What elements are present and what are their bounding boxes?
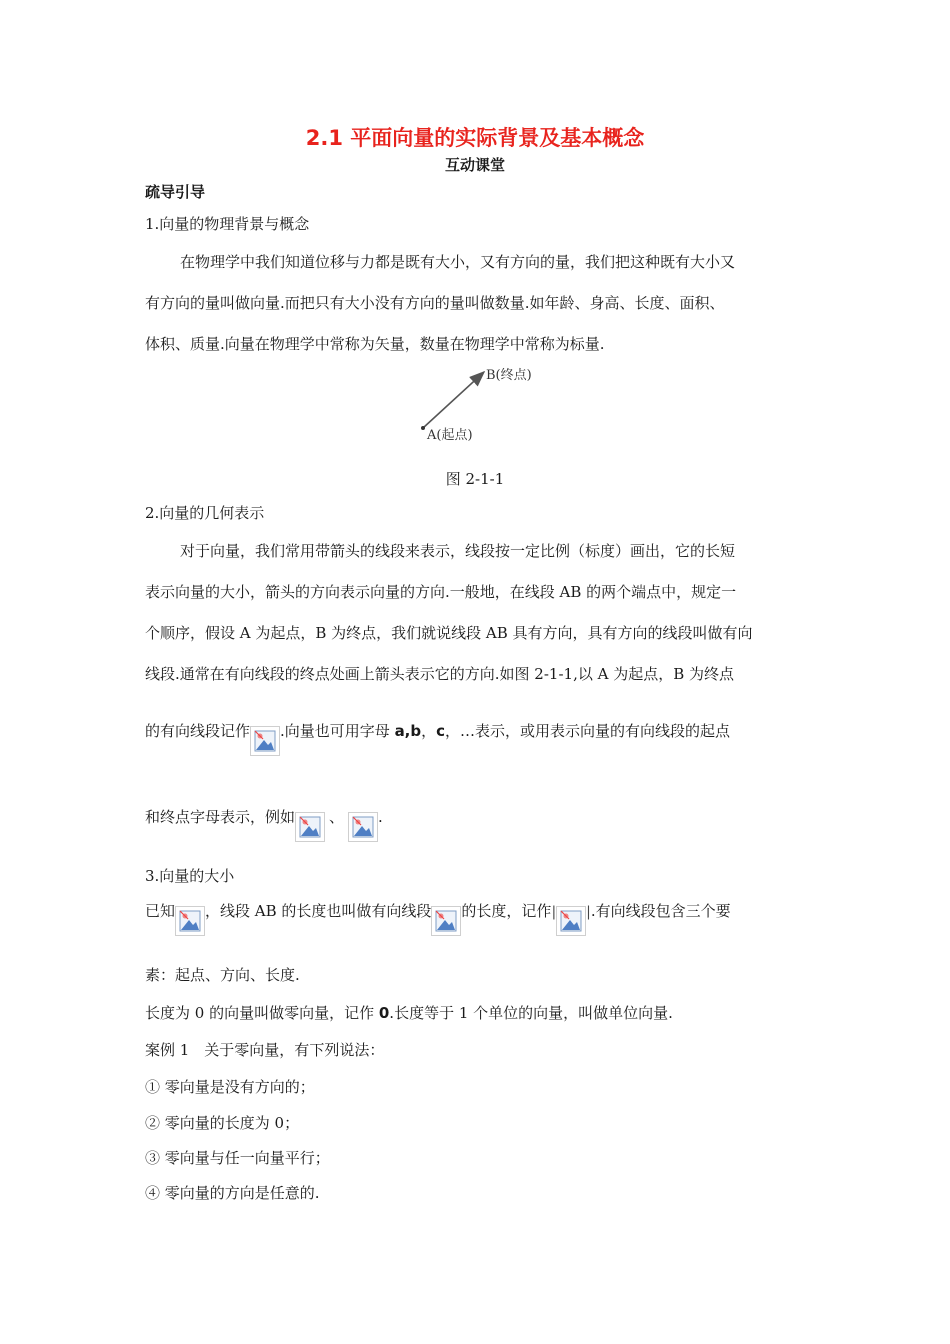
s1-line-2: 有方向的量叫做向量.而把只有大小没有方向的量叫做数量.如年龄、身高、长度、面积、 [145, 294, 725, 312]
section-heading: 疏导引导 [145, 183, 206, 201]
s3-line-1 [145, 900, 731, 936]
letters-ab: a,b [394, 722, 422, 740]
s3-line-1-text-d: .有向线段包含三个要 [590, 902, 731, 920]
broken-image-icon [560, 910, 582, 932]
list-item: ③ 零向量与任一向量平行； [145, 1149, 330, 1167]
s2-line-3: 个顺序，假设 A 为起点，B 为终点，我们就说线段 AB 具有方向，具有方向的线段叫做有向 [145, 624, 753, 642]
vector-example-image-1 [295, 812, 325, 842]
s2-line-1: 对于向量，我们常用带箭头的线段来表示，线段按一定比例（标度）画出，它的长短 [180, 542, 736, 560]
s2-line-5-text-c: ，…表示，或用表示向量的有向线段的起点 [445, 722, 731, 740]
s2-line-5 [145, 720, 730, 756]
broken-image-icon [179, 910, 201, 932]
letter-c: c [436, 722, 446, 740]
zero-vector-symbol: 0 [378, 1004, 390, 1022]
broken-image-icon [352, 816, 374, 838]
s1-line-1: 在物理学中我们知道位移与力都是既有大小，又有方向的量，我们把这种既有大小又 [180, 253, 736, 271]
broken-image-icon [254, 730, 276, 752]
s2-line-6-separator: 、 [329, 808, 345, 826]
s3-line-2: 素：起点、方向、长度. [145, 966, 300, 984]
vector-example-image-2 [348, 812, 378, 842]
s2-line-5-text-b: .向量也可用字母 [280, 722, 395, 740]
s2-line-6-text-a: 和终点字母表示，例如 [145, 808, 296, 826]
s3-line-3-text-a: 长度为 0 的向量叫做零向量，记作 [145, 1004, 379, 1022]
point-a-label: A(起点) [427, 428, 473, 443]
section-1-heading: 1.向量的物理背景与概念 [145, 215, 310, 233]
directed-segment-image [431, 906, 461, 936]
page-title: 2.1 平面向量的实际背景及基本概念 [305, 126, 645, 150]
s2-line-2: 表示向量的大小，箭头的方向表示向量的方向.一般地，在线段 AB 的两个端点中，规定一 [145, 583, 737, 601]
start-point [421, 426, 425, 430]
abs-bar-left: | [551, 904, 557, 920]
list-item: ① 零向量是没有方向的； [145, 1078, 315, 1096]
s3-line-3-text-c: .长度等于 1 个单位的向量，叫做单位向量. [389, 1004, 673, 1022]
broken-image-icon [299, 816, 321, 838]
page-subtitle: 互动课堂 [444, 156, 505, 174]
section-3-heading: 3.向量的大小 [145, 867, 235, 885]
s2-line-5-text-a: 的有向线段记作 [145, 722, 251, 740]
figure-caption: 图 2-1-1 [445, 470, 505, 488]
vector-known-image [175, 906, 205, 936]
abs-bar-right: | [586, 904, 591, 920]
case-1-intro: 案例 1 关于零向量，有下列说法： [145, 1041, 385, 1059]
s2-line-6-end: . [378, 808, 383, 826]
s3-line-3 [145, 1002, 673, 1023]
point-b-label: B(终点) [486, 368, 532, 383]
s2-line-6 [145, 806, 383, 842]
s2-line-5-comma: ， [421, 722, 437, 740]
s3-line-1-text-c: 的长度，记作 [461, 902, 552, 920]
s1-line-3: 体积、质量.向量在物理学中常称为矢量，数量在物理学中常称为标量. [145, 335, 605, 353]
vector-arrow [423, 372, 484, 428]
vector-ab-image [250, 726, 280, 756]
list-item: ④ 零向量的方向是任意的. [145, 1184, 320, 1202]
broken-image-icon [435, 910, 457, 932]
s3-line-1-text-b: ，线段 AB 的长度也叫做有向线段 [205, 902, 432, 920]
s2-line-4: 线段.通常在有向线段的终点处画上箭头表示它的方向.如图 2-1-1,以 A 为起点，B 为终点 [145, 665, 735, 683]
s3-line-1-text-a: 已知 [145, 902, 176, 920]
section-2-heading: 2.向量的几何表示 [145, 504, 265, 522]
list-item: ② 零向量的长度为 0； [145, 1114, 300, 1132]
vector-length-image [556, 906, 586, 936]
